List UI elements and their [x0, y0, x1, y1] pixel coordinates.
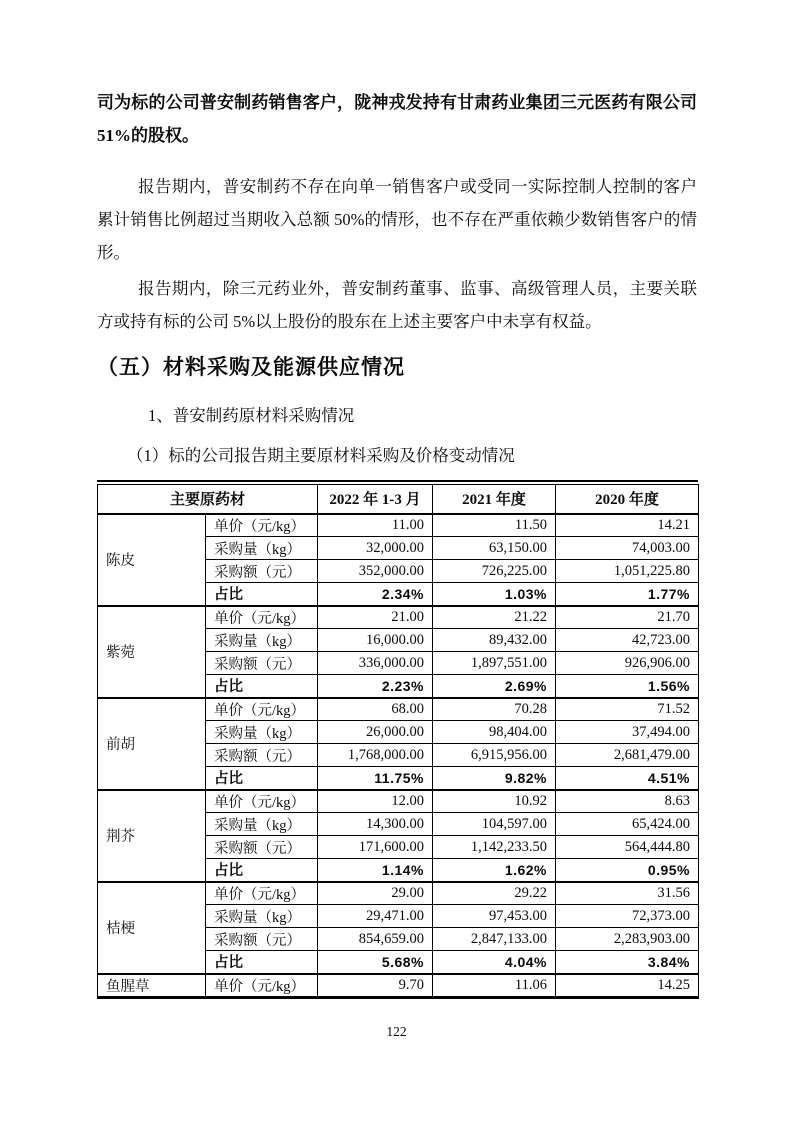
metric-label-cell: 采购额（元） [206, 652, 318, 675]
value-cell: 74,003.00 [556, 537, 699, 560]
materials-procurement-table [97, 484, 699, 999]
value-cell: 72,373.00 [556, 905, 699, 928]
value-cell: 70.28 [433, 698, 556, 721]
value-cell: 32,000.00 [318, 537, 433, 560]
metric-label-cell: 单价（元/kg） [206, 974, 318, 998]
value-cell: 336,000.00 [318, 652, 433, 675]
metric-label-cell: 占比 [206, 951, 318, 974]
value-cell: 1.03% [433, 583, 556, 606]
value-cell: 1,768,000.00 [318, 744, 433, 767]
table-header-row [98, 485, 699, 514]
value-cell: 4.04% [433, 951, 556, 974]
value-cell: 6,915,956.00 [433, 744, 556, 767]
material-name-cell: 桔梗 [98, 882, 206, 974]
metric-label-cell: 占比 [206, 859, 318, 882]
value-cell: 5.68% [318, 951, 433, 974]
metric-label-cell: 采购额（元） [206, 836, 318, 859]
value-cell: 8.63 [556, 790, 699, 813]
value-cell: 2.34% [318, 583, 433, 606]
metric-label-cell: 采购量（kg） [206, 721, 318, 744]
section-heading: （五）材料采购及能源供应情况 [97, 356, 405, 379]
metric-label-cell: 采购量（kg） [206, 813, 318, 836]
value-cell: 37,494.00 [556, 721, 699, 744]
value-cell: 29,471.00 [318, 905, 433, 928]
materials-table-wrap [97, 480, 698, 999]
value-cell: 1.77% [556, 583, 699, 606]
metric-label-cell: 单价（元/kg） [206, 790, 318, 813]
metric-label-cell: 采购量（kg） [206, 905, 318, 928]
metric-label-cell: 占比 [206, 583, 318, 606]
value-cell: 63,150.00 [433, 537, 556, 560]
value-cell: 2,681,479.00 [556, 744, 699, 767]
material-name-cell: 紫菀 [98, 606, 206, 698]
value-cell: 14,300.00 [318, 813, 433, 836]
value-cell: 4.51% [556, 767, 699, 790]
value-cell: 21.00 [318, 606, 433, 629]
value-cell: 11.06 [433, 974, 556, 998]
value-cell: 11.75% [318, 767, 433, 790]
value-cell: 2,283,903.00 [556, 928, 699, 951]
page-number: 122 [386, 1024, 407, 1039]
metric-label-cell: 占比 [206, 767, 318, 790]
value-cell: 2,847,133.00 [433, 928, 556, 951]
value-cell: 98,404.00 [433, 721, 556, 744]
value-cell: 89,432.00 [433, 629, 556, 652]
value-cell: 21.22 [433, 606, 556, 629]
para-single-customer: 报告期内，普安制药不存在向单一销售客户或受同一实际控制人控制的客户累计销售比例超过当期收入总额 50%的情形，也不存在严重依赖少数销售客户的情形。 [97, 177, 697, 262]
subheading-materials: 1、普安制药原材料采购情况 [148, 406, 355, 425]
value-cell: 1,051,225.80 [556, 560, 699, 583]
metric-label-cell: 采购量（kg） [206, 629, 318, 652]
value-cell: 1.56% [556, 675, 699, 698]
material-name-cell: 前胡 [98, 698, 206, 790]
value-cell: 1.62% [433, 859, 556, 882]
value-cell: 1,897,551.00 [433, 652, 556, 675]
value-cell: 352,000.00 [318, 560, 433, 583]
value-cell: 564,444.80 [556, 836, 699, 859]
para-related-party: 报告期内，除三元药业外，普安制药董事、监事、高级管理人员，主要关联方或持有标的公司 5%以上股份的股东在上述主要客户中未享有权益。 [97, 279, 697, 331]
value-cell: 9.70 [318, 974, 433, 998]
value-cell: 29.00 [318, 882, 433, 905]
value-cell: 68.00 [318, 698, 433, 721]
value-cell: 14.25 [556, 974, 699, 998]
material-name-cell: 鱼腥草 [98, 974, 206, 998]
value-cell: 65,424.00 [556, 813, 699, 836]
value-cell: 29.22 [433, 882, 556, 905]
value-cell: 97,453.00 [433, 905, 556, 928]
value-cell: 12.00 [318, 790, 433, 813]
value-cell: 21.70 [556, 606, 699, 629]
material-name-cell: 陈皮 [98, 514, 206, 606]
value-cell: 926,906.00 [556, 652, 699, 675]
metric-label-cell: 采购额（元） [206, 560, 318, 583]
value-cell: 71.52 [556, 698, 699, 721]
material-name-cell: 荆芥 [98, 790, 206, 882]
value-cell: 31.56 [556, 882, 699, 905]
table-row [98, 606, 699, 629]
metric-label-cell: 采购量（kg） [206, 537, 318, 560]
header-period-2021-cell: 2021 年度 [433, 485, 556, 514]
metric-label-cell: 采购额（元） [206, 744, 318, 767]
metric-label-cell: 单价（元/kg） [206, 514, 318, 537]
metric-label-cell: 单价（元/kg） [206, 606, 318, 629]
value-cell: 26,000.00 [318, 721, 433, 744]
table-row [98, 882, 699, 905]
value-cell: 0.95% [556, 859, 699, 882]
value-cell: 11.50 [433, 514, 556, 537]
value-cell: 16,000.00 [318, 629, 433, 652]
table-row [98, 974, 699, 998]
metric-label-cell: 占比 [206, 675, 318, 698]
table-row [98, 514, 699, 537]
value-cell: 171,600.00 [318, 836, 433, 859]
subheading-price-change: （1）标的公司报告期主要原材料采购及价格变动情况 [127, 446, 515, 465]
value-cell: 14.21 [556, 514, 699, 537]
value-cell: 1,142,233.50 [433, 836, 556, 859]
value-cell: 2.69% [433, 675, 556, 698]
table-row [98, 790, 699, 813]
metric-label-cell: 单价（元/kg） [206, 698, 318, 721]
value-cell: 11.00 [318, 514, 433, 537]
value-cell: 3.84% [556, 951, 699, 974]
value-cell: 9.82% [433, 767, 556, 790]
header-period-2022-cell: 2022 年 1-3 月 [318, 485, 433, 514]
table-row [98, 698, 699, 721]
value-cell: 726,225.00 [433, 560, 556, 583]
value-cell: 104,597.00 [433, 813, 556, 836]
value-cell: 854,659.00 [318, 928, 433, 951]
header-material-cell: 主要原药材 [98, 485, 318, 514]
value-cell: 42,723.00 [556, 629, 699, 652]
header-period-2020-cell: 2020 年度 [556, 485, 699, 514]
value-cell: 1.14% [318, 859, 433, 882]
value-cell: 2.23% [318, 675, 433, 698]
metric-label-cell: 单价（元/kg） [206, 882, 318, 905]
para-bold-continuation: 司为标的公司普安制药销售客户，陇神戎发持有甘肃药业集团三元医药有限公司 51%的股权。 [97, 93, 697, 145]
metric-label-cell: 采购额（元） [206, 928, 318, 951]
value-cell: 10.92 [433, 790, 556, 813]
